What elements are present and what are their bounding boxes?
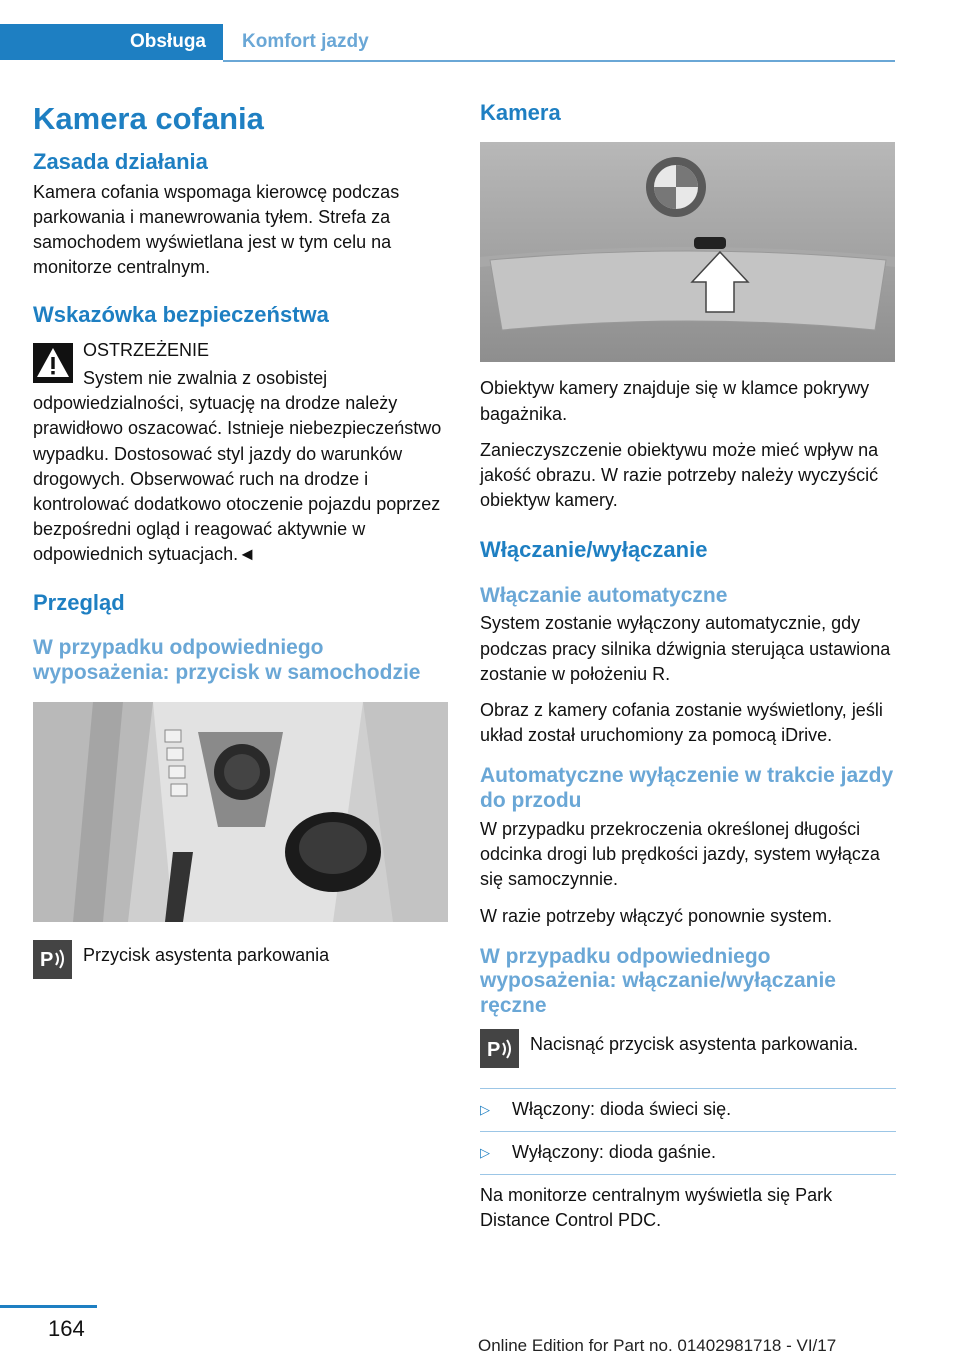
tab-komfort-jazdy[interactable]: Komfort jazdy [242, 31, 369, 52]
safety-heading: Wskazówka bezpieczeństwa [33, 302, 329, 328]
camera-text-1: Obiektyw kamery znajduje się w klamce pokrywy bagażnika. [480, 378, 870, 424]
park-assist-icon [480, 1029, 519, 1068]
principle-heading: Zasada działania [33, 149, 208, 175]
auto-on-text-1: System zostanie wyłączony automatycznie, gdy podczas pracy silnika dźwignia sterująca ustawiona zostanie w położeniu R. [480, 613, 891, 684]
header-bar [0, 24, 895, 62]
right-column [480, 100, 896, 1244]
park-assist-icon [33, 940, 72, 979]
list-divider [480, 1131, 896, 1132]
edition-text: Online Edition for Part no. 01402981718 - VI/17 [478, 1336, 837, 1355]
warning-box [33, 339, 448, 568]
warning-title: OSTRZEŻENIE [83, 339, 210, 360]
manual-heading: W przypadku odpowiedniego wyposażenia: włączanie/wyłączanie ręczne [480, 944, 836, 1018]
list-item: ▷ Wyłączony: dioda gaśnie. [480, 1140, 896, 1166]
final-text: Na monitorze centralnym wyświetla się Park Distance Control PDC. [480, 1185, 833, 1231]
overview-heading: Przegląd [33, 589, 125, 615]
manual-button-row [480, 1029, 896, 1068]
principle-text: Kamera cofania wspomaga kierowcę podczas parkowania i manewrowania tyłem. Strefa za samochodem wyświetlana jest w tym celu na monitorze centralnym. [33, 181, 400, 278]
onoff-heading: Włączanie/wyłączanie [480, 537, 708, 563]
auto-off-text-2: W razie potrzeby włączyć ponownie system. [480, 905, 833, 926]
auto-on-heading: Włączanie automatyczne [480, 583, 728, 607]
auto-off-heading: Automatyczne wyłączenie w trakcie jazdy do przodu [480, 764, 894, 813]
tab-obsluga[interactable]: Obsługa [0, 24, 223, 60]
auto-off-text-1: W przypadku przekroczenia określonej długości odcinka drogi lub prędkości jazdy, system wyłącza się samoczynnie. [480, 818, 880, 890]
page-number: 164 [48, 1316, 85, 1341]
svg-text:P: P [486, 1038, 500, 1061]
button-heading: W przypadku odpowiedniego wyposażenia: przycisk w samochodzie [33, 636, 421, 684]
bullet-triangle-icon: ▷ [480, 1145, 490, 1160]
left-column [33, 100, 448, 991]
center-console-photo [33, 702, 448, 922]
park-assist-button-row [33, 940, 448, 979]
list-item: ▷ Włączony: dioda świeci się. [480, 1097, 896, 1123]
list-divider [480, 1174, 896, 1175]
auto-on-text-2: Obraz z kamery cofania zostanie wyświetlony, jeśli układ został uruchomiony za pomocą iDrive. [480, 700, 883, 746]
manual-text: Nacisnąć przycisk asystenta parkowania. [530, 1034, 859, 1054]
camera-heading: Kamera [480, 100, 561, 125]
camera-text-2: Zanieczyszczenie obiektywu może mieć wpływ na jakość obrazu. W razie potrzeby należy wyczyścić obiektyw kamery. [480, 439, 879, 511]
svg-text:P: P [39, 949, 53, 972]
footer-divider [0, 1305, 97, 1308]
list-divider [480, 1088, 896, 1089]
page-title: Kamera cofania [33, 101, 264, 136]
park-assist-caption: Przycisk asystenta parkowania [83, 944, 330, 965]
warning-text: System nie zwalnia z osobistej odpowiedzialności, sytuację na drodze należy prawidłowo oszacować. Istnieje niebezpieczeństwo wypadku. Dostosować styl jazdy do warunków drogowych. Obserwować ruch na drodze i kontrolować dodatkowo otoczenie pojazdu poprzez bezpośredni ogląd i reagować aktywnie w odpowiednich sytuacjach.◄ [33, 368, 442, 565]
header-divider [223, 60, 895, 62]
warning-triangle-icon [33, 343, 73, 383]
bullet-triangle-icon: ▷ [480, 1102, 490, 1117]
trunk-camera-photo [480, 142, 895, 362]
